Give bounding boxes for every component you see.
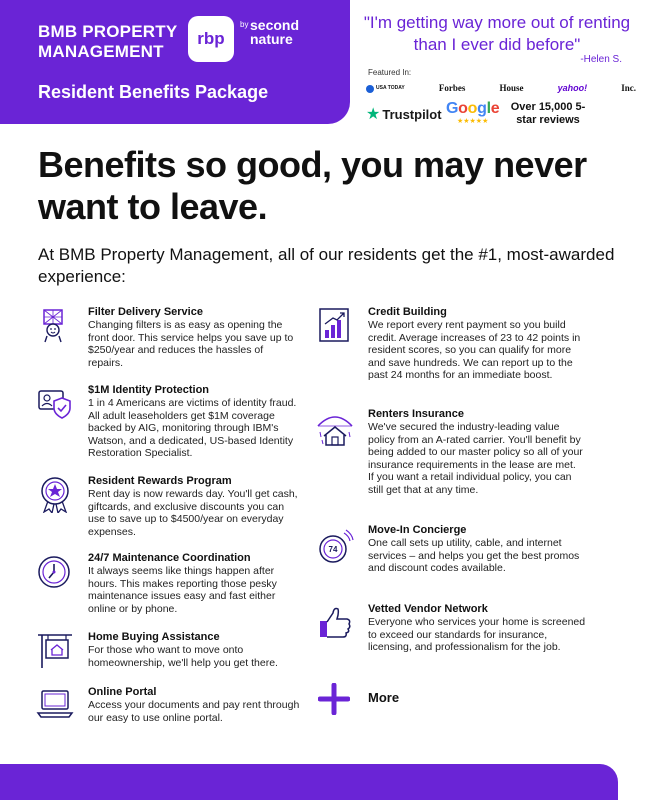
google-stars-icon: ★★★★★ [456,118,489,125]
benefit-title: $1M Identity Protection [88,384,210,396]
package-title: Resident Benefits Package [38,82,269,102]
benefit-maintenance [36,552,306,622]
house-logo: House [499,83,524,93]
benefit-description: Access your documents and pay rent through our easy to use online portal. [88,699,300,724]
benefit-title: Vetted Vendor Network [368,603,488,615]
benefit-resident-rewards [36,475,306,545]
benefit-description: 1 in 4 Americans are victims of identity fraud. All adult leaseholders get $1M coverage backed by AIG, monitoring through IBM's Watson, and a dedicated, US-based Identity Restoration Specialist. [88,397,297,459]
concierge-dial-icon [316,528,354,566]
trustpilot-star-icon: ★ [366,106,381,123]
rbp-logo [188,16,234,62]
testimonial-quote: "I'm getting way more out of renting than I ever did before" [363,13,631,54]
benefit-title: Credit Building [368,306,447,318]
svg-text:74: 74 [328,545,338,554]
benefit-description: Everyone who services your home is screened to exceed our standards for insurance, licensing, and professionalism for the job. [368,616,586,653]
google-logo: Google [446,100,500,117]
benefit-description: For those who want to move onto homeownership, we'll help you get there. [88,644,278,669]
trustpilot-label: Trustpilot [382,106,442,122]
growth-chart-icon [316,306,354,344]
page-headline: Benefits so good, you may never want to leave. [38,144,587,227]
benefit-description: Changing filters is as easy as opening the front door. This service helps you save up to $250/year and reduces the hassles of repairs. [88,319,294,369]
benefit-title: Move-In Concierge [368,524,467,536]
intro-text: At BMB Property Management, all of our residents get the #1, most-awarded experience: [38,245,615,286]
featured-in-label: Featured In: [368,68,412,77]
house-umbrella-icon [316,410,354,448]
benefit-title: Home Buying Assistance [88,631,220,643]
yahoo-logo: yahoo! [557,83,588,93]
testimonial-author: -Helen S. [580,54,622,65]
benefit-vetted-vendor [316,603,616,673]
benefit-description: One call sets up utility, cable, and internet services – and helps you get the best promos and discount codes available. [368,537,580,574]
benefit-title: Filter Delivery Service [88,306,203,318]
benefit-filter-delivery [36,306,306,386]
company-name: BMB PROPERTY MANAGEMENT [38,22,178,61]
thumbs-up-icon [316,603,354,641]
footer-bar [0,764,618,800]
benefit-title: Online Portal [88,686,157,698]
benefit-online-portal [36,686,306,736]
more-label: More [368,690,400,705]
identity-protection-icon [36,384,74,422]
home-sign-icon [36,631,74,669]
forbes-logo: Forbes [438,83,466,93]
benefit-home-buying [36,631,306,681]
trustpilot-badge [366,104,442,124]
clock-icon [36,552,74,590]
filter-delivery-icon [36,306,74,344]
benefit-credit-building [316,306,616,396]
benefit-renters-insurance [316,408,616,518]
benefit-description: Rent day is now rewards day. You'll get cash, giftcards, and exclusive discounts you can use to save up to $4500/year on everyday expenses. [88,488,298,538]
benefit-move-in-concierge [316,524,616,594]
google-badge [446,100,499,125]
benefit-title: Resident Rewards Program [88,475,232,487]
second-nature-brand: second nature [250,17,300,47]
benefit-description: It always seems like things happen after hours. This makes reporting those pesky maintenance issues easy and fast either online or by phone. [88,565,277,615]
inc-logo: Inc. [621,83,636,93]
benefit-title: Renters Insurance [368,408,464,420]
plus-icon [318,683,350,715]
rbp-by-text: by [240,20,249,29]
reviews-count: Over 15,000 5-star reviews [510,101,586,126]
laptop-icon [36,686,74,724]
benefit-identity-protection [36,384,306,474]
rbp-logo-text: rbp [197,29,225,48]
benefit-description: We've secured the industry-leading value policy from an A-rated carrier. You'll benefit by being added to our master policy so all of your insurance requirements in the lease are met. If you want a retail individual policy, you can still get that at any time. [368,421,583,496]
benefit-description: We report every rent payment so you build credit. Average increases of 23 to 42 points in resident scores, so you can qualify for more and save hundreds. We can report up to the past 24 months for an immediate boost. [368,319,581,381]
rewards-badge-icon [36,475,74,513]
press-logos [366,80,636,96]
benefit-title: 24/7 Maintenance Coordination [88,552,251,564]
usa-today-logo: USA TODAY [366,83,405,93]
usa-today-dot-icon [366,85,374,93]
